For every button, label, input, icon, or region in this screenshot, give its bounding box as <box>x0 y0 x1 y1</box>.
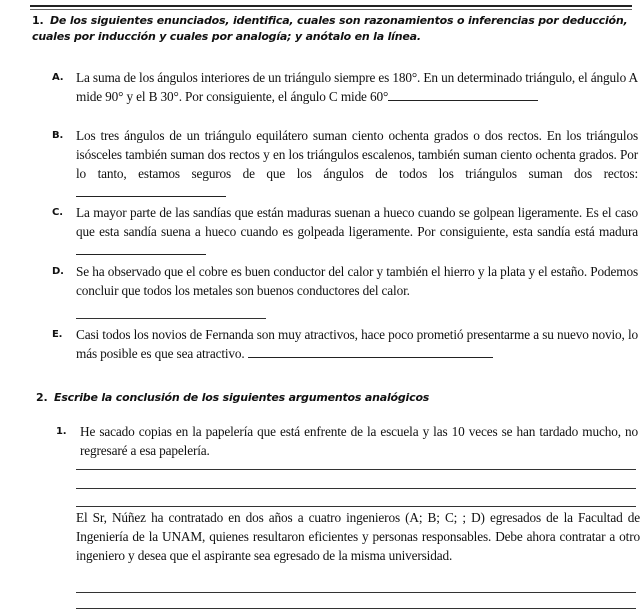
item-c <box>52 203 638 260</box>
item-a <box>52 68 638 106</box>
item-d-text: Se ha observado que el cobre es buen conductor del calor y también el hierro y la plata y el estaño. Podemos concluir que todos los metales son buenos conductores del calor. <box>76 264 638 298</box>
item-e <box>52 325 638 363</box>
argument-2-text: El Sr, Núñez ha contratado en dos años a cuatro ingenieros (A; B; C; ; D) egresados de la Facultad de Ingeniería de la UNAM, quienes resultaron eficientes y personas responsables. Debe ahora contratar a otro ingeniero y desea que el aspirante sea egresado de la misma universidad. <box>76 510 640 563</box>
item-c-text: La mayor parte de las sandías que están maduras suenan a hueco cuando se golpean ligeramente. Es el caso que esta sandía suena a hueco cuando es golpeada ligeramente. Por consiguiente, esta sandía está madura <box>76 205 638 239</box>
section-2-heading <box>36 390 636 406</box>
section-1-number: 1. <box>32 14 44 27</box>
section-1-title: De los siguientes enunciados, identifica, cuales son razonamientos o inferencias por deducción, cuales por inducción y cuales por analogía; y anótalo en la línea. <box>32 14 628 43</box>
argument-2-answer-line-1[interactable] <box>76 592 636 593</box>
top-rule <box>30 5 632 7</box>
item-d-label: D. <box>52 266 64 277</box>
item-c-answer-line[interactable] <box>76 242 206 255</box>
item-a-label: A. <box>52 72 64 83</box>
argument-2 <box>52 508 640 565</box>
item-e-label: E. <box>52 329 63 340</box>
item-d-answer-line[interactable] <box>76 318 266 319</box>
item-a-answer-line[interactable] <box>388 88 538 101</box>
item-e-answer-line[interactable] <box>248 345 493 358</box>
argument-1-label: 1. <box>56 426 67 437</box>
item-d <box>52 262 638 300</box>
argument-1 <box>56 422 638 460</box>
section-2-number: 2. <box>36 391 48 404</box>
item-e-text: Casi todos los novios de Fernanda son muy atractivos, hace poco prometió presentarme a su nuevo novio, lo más posible es que sea atractivo. <box>76 327 638 361</box>
item-b-label: B. <box>52 130 64 141</box>
section-1-heading <box>32 13 632 45</box>
top-rule-thin <box>30 9 632 10</box>
section-2-title: Escribe la conclusión de los siguientes argumentos analógicos <box>54 391 430 404</box>
item-a-text: La suma de los ángulos interiores de un triángulo siempre es 180°. En un determinado triángulo, el ángulo A mide 90° y el B 30°. Por consiguiente, el ángulo C mide 60° <box>76 70 638 104</box>
argument-2-answer-line-2[interactable] <box>76 608 636 609</box>
argument-1-answer-line-1[interactable] <box>76 469 636 470</box>
item-c-label: C. <box>52 207 63 218</box>
argument-1-answer-line-2[interactable] <box>76 488 636 489</box>
item-b <box>52 126 638 202</box>
item-b-text: Los tres ángulos de un triángulo equilátero suman ciento ochenta grados o dos rectos. En los triángulos isósceles también suman dos rectos y en los triángulos escalenos, también suman ciento ochenta grados. Por lo tanto, estamos seguros de que los ángulos de todos los triángulos suman dos rectos: <box>76 128 638 181</box>
item-b-answer-line[interactable] <box>76 184 226 197</box>
argument-1-text: He sacado copias en la papelería que está enfrente de la escuela y las 10 veces se han tardado mucho, no regresaré a esa papelería. <box>80 424 638 458</box>
argument-1-answer-line-3[interactable] <box>76 506 636 507</box>
